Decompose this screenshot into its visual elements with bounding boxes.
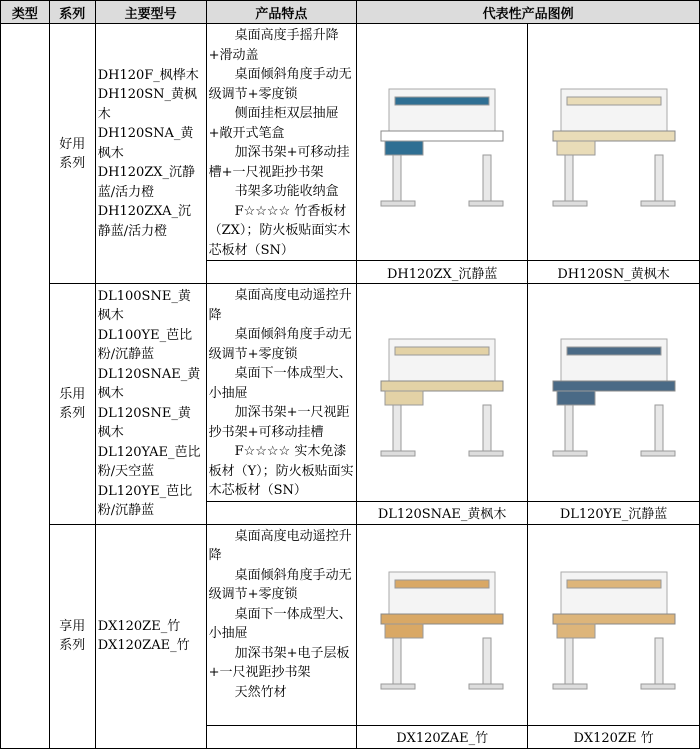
product-image-cell: [357, 284, 528, 502]
model-item: DL100SNE_黄枫木: [97, 288, 191, 324]
empty-cell: [206, 725, 357, 748]
product-caption: DX120ZAE_竹: [357, 725, 528, 748]
feature-item: 加深书架+可移动挂槽+一尺视距抄书架: [208, 145, 350, 180]
feature-item: 桌面下一体成型大、小抽屉: [208, 366, 352, 401]
features-cell: [206, 524, 357, 725]
feature-item: 桌面下一体成型大、小抽屉: [208, 606, 352, 641]
series-cell: [49, 24, 95, 284]
feature-item: 桌面高度电动遥控升降: [208, 528, 352, 563]
desk-illustration: [367, 67, 517, 217]
feature-item: 加深书架+一尺视距抄书架+可移动挂槽: [208, 405, 350, 440]
model-item: DL120SNAE_黄枫木: [97, 366, 201, 402]
header-images: 代表性产品图例: [357, 1, 700, 24]
header-type: 类型: [1, 1, 50, 24]
header-row: [1, 1, 700, 24]
feature-item: 桌面倾斜角度手动无级调节+零度锁: [208, 327, 352, 362]
desk-illustration: [539, 67, 689, 217]
feature-item: 桌面高度手摇升降+滑动盖: [208, 28, 339, 63]
model-item: DH120ZX_沉静蓝/活力橙: [97, 165, 196, 200]
models-cell: [95, 524, 206, 748]
series-label: 好用系列: [59, 136, 86, 171]
series-label: 享用系列: [59, 619, 86, 653]
models-cell: [95, 24, 206, 284]
product-caption: DL120SNAE_黄枫木: [357, 501, 528, 524]
model-item: DH120SN_黄枫木: [97, 87, 198, 122]
empty-cell: [206, 261, 357, 284]
model-item: DH120SNA_黄枫木: [97, 126, 194, 161]
series-cell: [49, 524, 95, 748]
series-label: 乐用系列: [59, 386, 86, 421]
model-item: DX120ZAE_竹: [97, 638, 190, 653]
model-item: DH120F_枫桦木: [97, 67, 199, 83]
header-features: 产品特点: [206, 1, 357, 24]
feature-item: 桌面高度电动遥控升降: [208, 288, 352, 323]
features-cell: [206, 24, 357, 261]
product-image-cell: [528, 284, 700, 502]
models-cell: [95, 284, 206, 525]
model-item: DL120YE_芭比粉/沉静蓝: [97, 483, 193, 519]
product-caption: DH120ZX_沉静蓝: [357, 261, 528, 284]
table-row: [1, 24, 700, 261]
product-image-cell: [357, 24, 528, 261]
desk-illustration: [539, 317, 689, 467]
desk-illustration: [539, 550, 689, 700]
product-image-cell: [357, 524, 528, 725]
table-row: [1, 284, 700, 502]
header-models: 主要型号: [95, 1, 206, 24]
model-item: DL120YAE_芭比粉/天空蓝: [97, 444, 201, 480]
feature-item: F☆☆☆☆ 实木免漆板材（Y）；防火板贴面实木芯板材（SN）: [208, 444, 354, 498]
product-caption: DH120SN_黄枫木: [528, 261, 700, 284]
table-row: [1, 524, 700, 725]
model-item: DH120ZXA_沉静蓝/活力橙: [97, 204, 191, 239]
product-caption: DL120YE_沉静蓝: [528, 501, 700, 524]
product-caption: DX120ZE 竹: [528, 725, 700, 748]
product-image-cell: [528, 524, 700, 725]
feature-item: 桌面倾斜角度手动无级调节+零度锁: [208, 67, 352, 102]
feature-item: 书架多功能收纳盒: [234, 184, 339, 199]
model-item: DL120SNE_黄枫木: [97, 405, 191, 441]
empty-cell: [206, 501, 357, 524]
feature-item: 桌面倾斜角度手动无级调节+零度锁: [208, 567, 352, 602]
series-cell: [49, 284, 95, 525]
product-image-cell: [528, 24, 700, 261]
feature-item: F☆☆☆☆ 竹香板材（ZX）；防火板贴面实木芯板材（SN）: [208, 203, 351, 258]
model-item: DX120ZE_竹: [97, 618, 181, 634]
desk-illustration: [367, 550, 517, 700]
features-cell: [206, 284, 357, 502]
type-cell: [1, 24, 50, 749]
feature-item: 侧面挂柜双层抽屉+敞开式笔盒: [208, 106, 339, 141]
header-series: 系列: [49, 1, 95, 24]
feature-item: 天然竹材: [234, 684, 287, 700]
feature-item: 加深书架+电子层板+一尺视距抄书架: [208, 645, 350, 680]
model-item: DL100YE_芭比粉/沉静蓝: [97, 327, 193, 363]
desk-illustration: [367, 317, 517, 467]
